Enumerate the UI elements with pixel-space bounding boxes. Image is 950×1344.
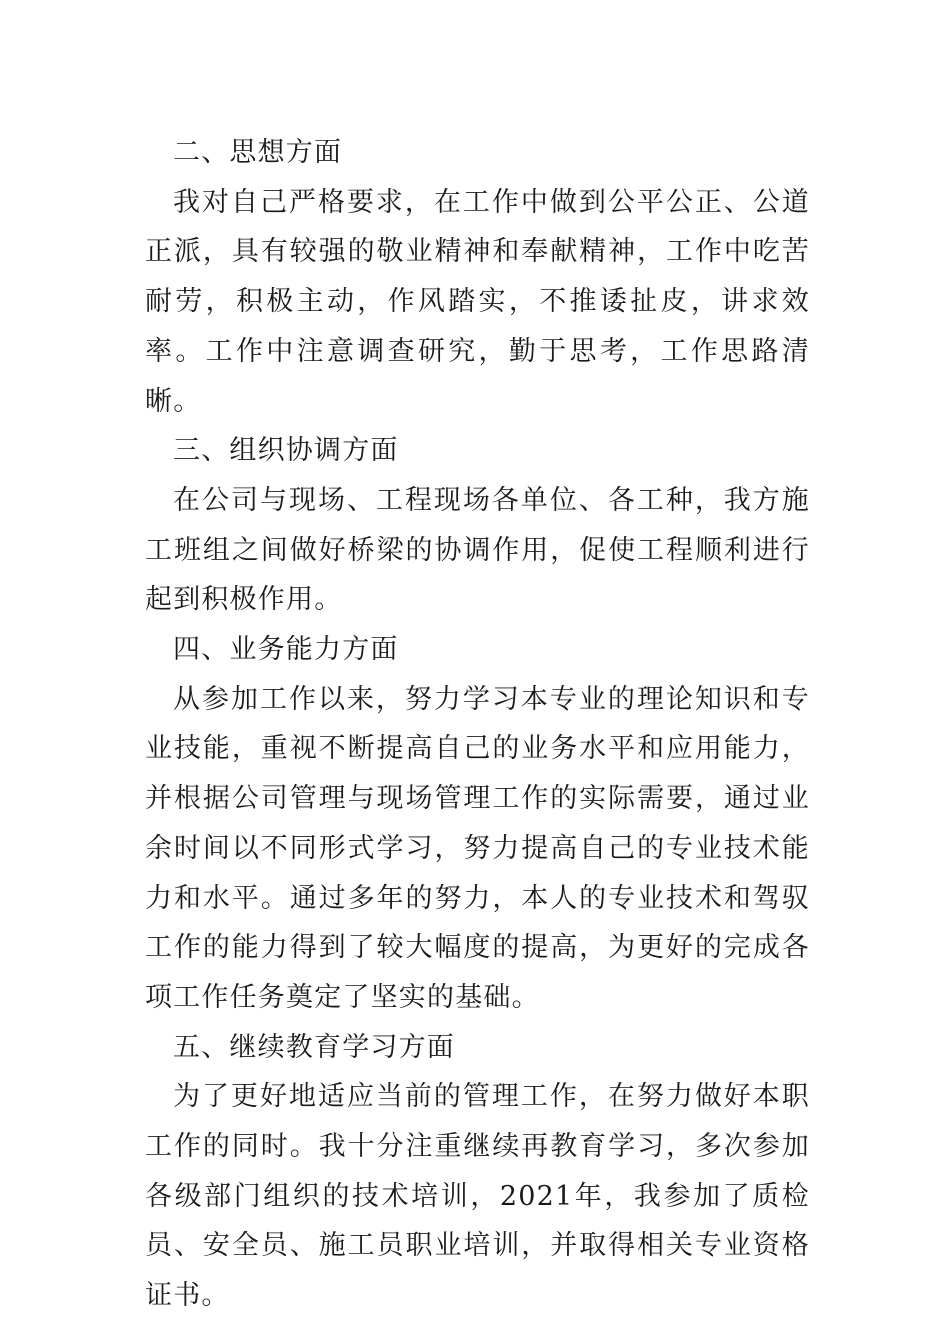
section-heading-business-ability: 四、业务能力方面 bbox=[173, 634, 399, 666]
section-body-business-ability: 从参加工作以来，努力学习本专业的理论知识和专业技能，重视不断提高自己的业务水平和应用能力，并根据公司管理与现场管理工作的实际需要，通过业余时间以不同形式学习，努力提高自己的专业技术能力和水平。通过多年的努力，本人的专业技术和驾驭工作的能力得到了较大幅度的提高，为更好的完成各项工作任务奠定了坚实的基础。 bbox=[145, 683, 810, 1013]
section-heading-thought: 二、思想方面 bbox=[173, 137, 343, 168]
document-body bbox=[145, 128, 810, 1321]
section-body-thought: 我对自己严格要求，在工作中做到公平公正、公道正派，具有较强的敬业精神和奉献精神，工作中吃苦耐劳，积极主动，作风踏实，不推诿扯皮，讲求效率。工作中注意调查研究，勤于思考，工作思路清晰。 bbox=[145, 186, 810, 417]
section-heading-coordination: 三、组织协调方面 bbox=[173, 435, 399, 467]
section-body-coordination: 在公司与现场、工程现场各单位、各工种，我方施工班组之间做好桥梁的协调作用，促使工程顺利进行起到积极作用。 bbox=[145, 484, 810, 616]
section-heading-continuing-education: 五、继续教育学习方面 bbox=[173, 1031, 455, 1063]
section-body-continuing-education: 为了更好地适应当前的管理工作，在努力做好本职工作的同时。我十分注重继续再教育学习，多次参加各级部门组织的技术培训，2021年，我参加了质检员、安全员、施工员职业培训，并取得相关专业资格证书。 bbox=[145, 1081, 810, 1312]
